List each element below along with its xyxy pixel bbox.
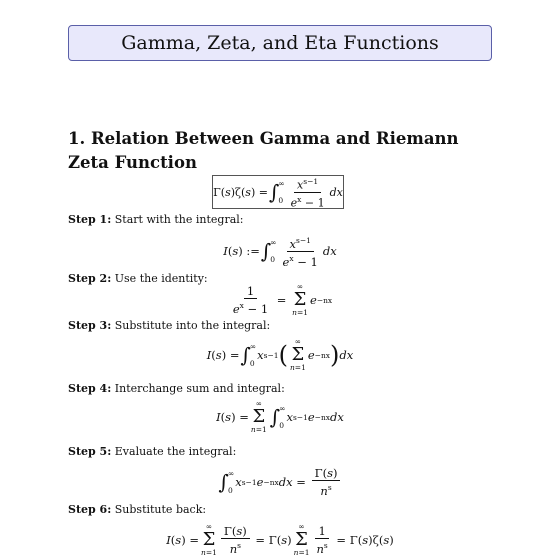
step-text: Substitute back: [114,503,207,516]
title-text: Gamma, Zeta, and Eta Functions [121,32,439,54]
step-label: Step 5: [68,445,112,458]
step-label: Step 6: [68,503,112,516]
step-3-equation: I ( s ) = ∫ ∞ 0 x s−1 ( ∞ Σ n=1 e −nx ) dx [206,337,354,372]
step-label: Step 3: [68,319,112,332]
step-4 [68,382,285,395]
step-text: Evaluate the integral: [114,445,237,458]
step-5-equation: ∫ ∞ 0 x s−1 e −nx dx = $\frac{\Gamma(s)}{n^s}$ [0,465,560,499]
step-3 [68,319,270,332]
step-label: Step 1: [68,213,112,226]
step-1 [68,213,244,226]
step-6 [68,503,206,516]
step-4-equation: I ( s ) = ∞ Σ n=1 ∫ ∞ 0 x s−1 e −nx dx [216,399,344,434]
step-2-equation: $\frac{1}{e^x - 1}$ = ∞ Σ n=1 e −nx [232,282,333,317]
step-text: Start with the integral: [114,213,244,226]
step-label: Step 2: [68,272,112,285]
step-label: Step 4: [68,382,112,395]
step-text: Interchange sum and integral: [114,382,285,395]
page-title [68,25,492,61]
step-5 [68,445,236,458]
step-1-equation: I ( s ) := ∫ ∞ 0 $\frac{x^{s-1}}{e^x - 1}$ dx [223,235,337,269]
boxed-equation: Γ( s )ζ( s ) = ∫ ∞ 0 $\frac{x^{s-1}}{e^x - 1}$ dx [213,176,343,210]
section-heading: 1. Relation Between Gamma and Riemann Zeta Function [68,129,459,172]
step-text: Use the identity: [114,272,208,285]
step-6-equation: I ( s ) = ∞ Σ n=1 $\frac{\Gamma(s)}{n^s}$ = Γ( s ) ∞ Σ n=1 $\frac{1}{n^s}$ = Γ( s )ζ( s ) [166,522,394,557]
step-text: Substitute into the integral: [114,319,271,332]
